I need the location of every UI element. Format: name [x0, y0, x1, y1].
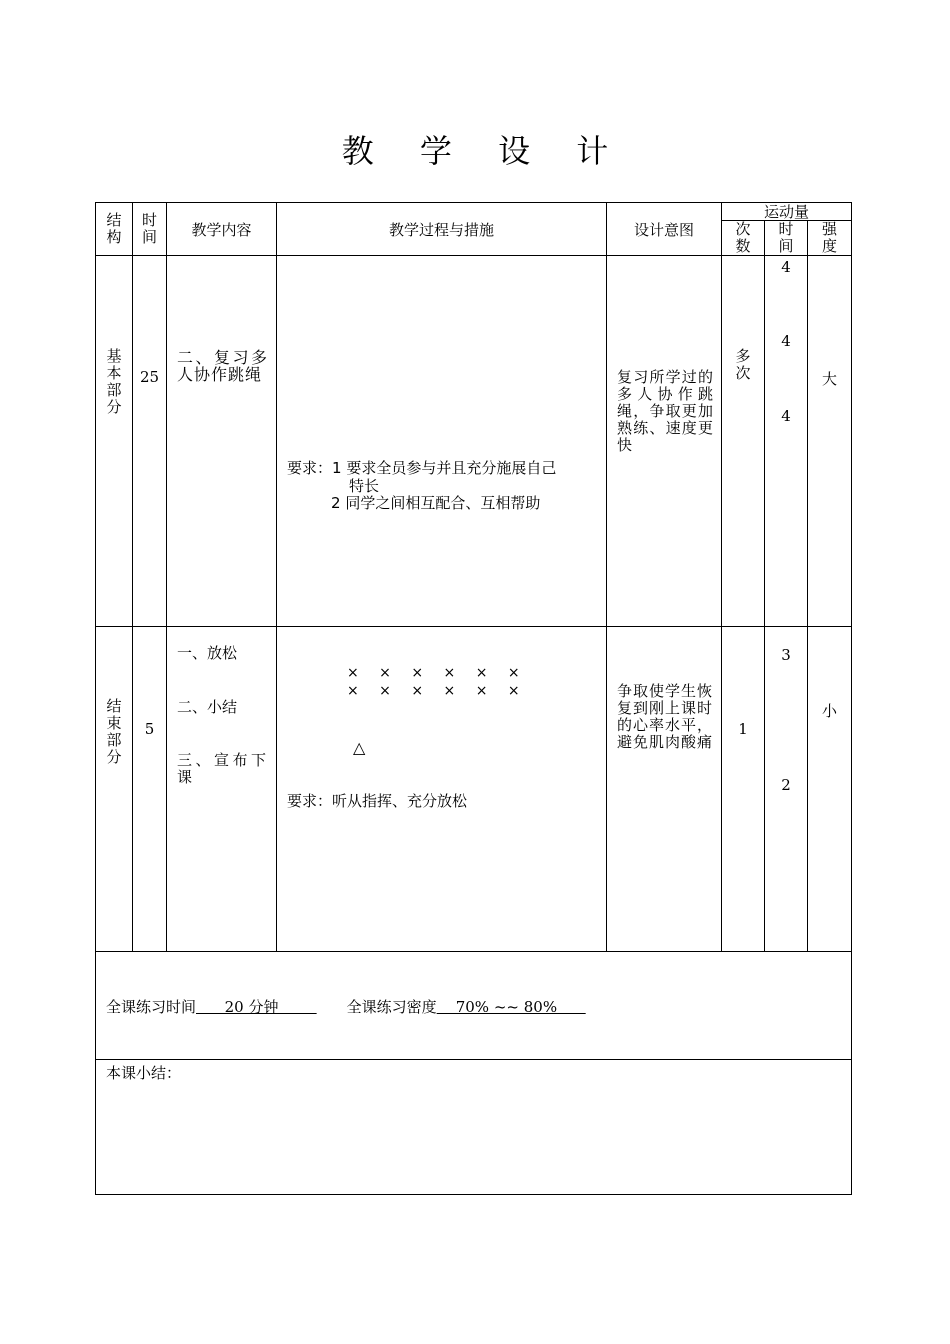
duration-cell: 4 4 4: [765, 256, 808, 627]
content-cell: 一、放松 二、小结 三、宣布下课: [167, 627, 277, 952]
header-process: 教学过程与措施: [277, 203, 607, 256]
time-cell: 25: [133, 256, 167, 627]
practice-time-value: 20 分钟: [196, 998, 317, 1016]
count-cell: 多次: [722, 256, 765, 627]
teacher-triangle-icon: △: [353, 738, 366, 757]
table-row: [96, 627, 852, 952]
header-intent: 设计意图: [607, 203, 722, 256]
formation-row-2: × × × × × ×: [347, 683, 528, 699]
intent-cell: 复习所学过的多人协作跳绳，争取更加熟练、速度更快: [607, 256, 722, 627]
requirement-1: 要求全员参与并且充分施展自己: [346, 459, 557, 477]
summary-label: 本课小结：: [106, 1064, 182, 1082]
intensity-cell: 小: [808, 627, 852, 952]
process-cell: [277, 627, 607, 952]
requirement-label: 要求：: [287, 459, 333, 477]
header-content: 教学内容: [167, 203, 277, 256]
intent-cell: 争取使学生恢复到刚上课时的心率水平，避免肌肉酸痛: [607, 627, 722, 952]
process-cell: 要求：1 要求全员参与并且充分施展自己 特长 2 同学之间相互配合、互相帮助: [277, 256, 607, 627]
duration-cell: 3 2: [765, 627, 808, 952]
requirement-1-cont: 特长: [349, 477, 380, 495]
time-cell: 5: [133, 627, 167, 952]
structure-cell: 结束部分: [96, 627, 133, 952]
structure-cell: 基本部分: [96, 256, 133, 627]
intensity-cell: 大: [808, 256, 852, 627]
lesson-summary-row: [96, 1060, 852, 1195]
page-title: 教 学 设 计: [341, 132, 627, 170]
requirement: 要求：听从指挥、充分放松: [287, 792, 468, 810]
count-cell: 1: [722, 627, 765, 952]
header-structure: 结构: [96, 203, 133, 256]
table-row: [96, 256, 852, 627]
practice-summary-row: [96, 952, 852, 1060]
requirement-2: 同学之间相互配合、互相帮助: [345, 494, 541, 512]
header-duration: 时间: [765, 221, 808, 256]
practice-time-label: 全课练习时间: [106, 998, 197, 1016]
header-time: 时间: [133, 203, 167, 256]
formation-row-1: × × × × × ×: [347, 665, 528, 681]
content-cell: 二、复习多人协作跳绳: [167, 256, 277, 627]
header-intensity: 强度: [808, 221, 852, 256]
density-value: 70% ~~ 80%: [436, 998, 586, 1016]
header-count: 次数: [722, 221, 765, 256]
density-label: 全课练习密度: [346, 998, 437, 1016]
lesson-plan-table: [95, 202, 852, 1195]
header-exercise-load: 运动量: [722, 203, 852, 221]
